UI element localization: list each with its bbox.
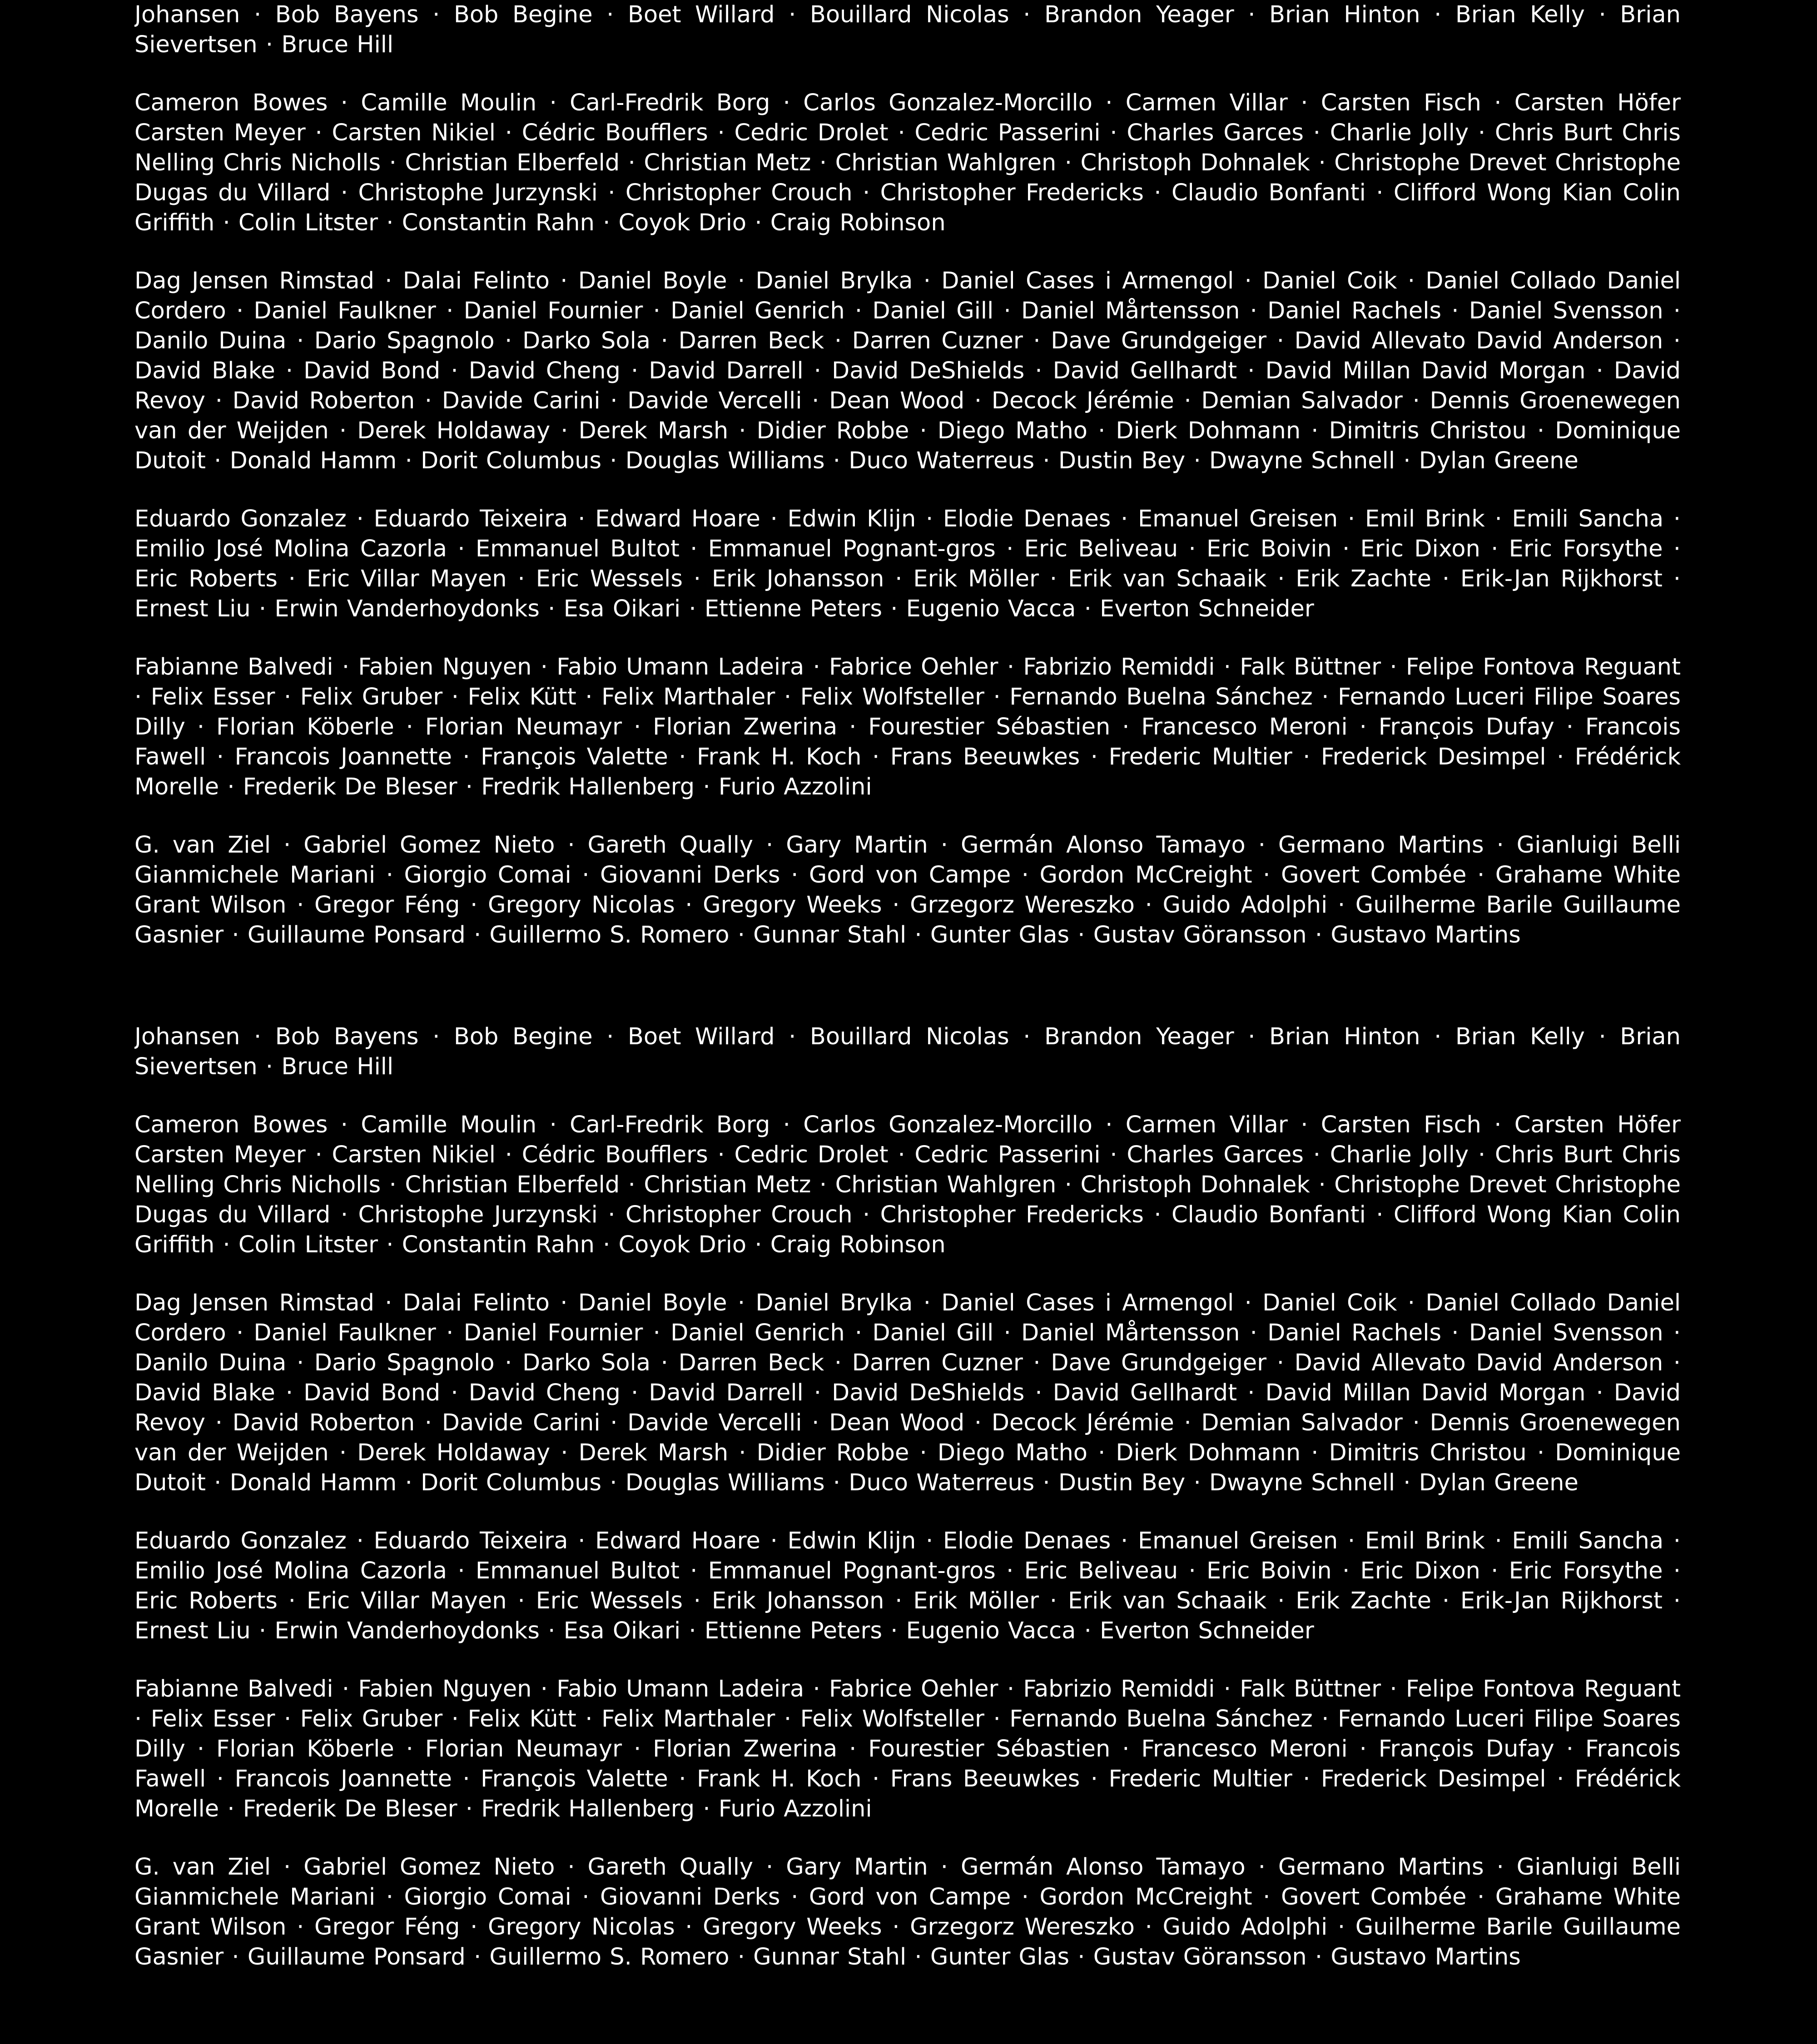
credits-block-top	[134, 0, 1681, 1022]
credits-list	[134, 0, 1681, 2044]
credits-paragraph-b: Johansen · Bob Bayens · Bob Begine · Boet Willard · Bouillard Nicolas · Brandon Yeager · Brian Hinton · Brian Kelly · Brian Sievertsen · Bruce Hill	[134, 1, 1681, 58]
credits-paragraph-b: Johansen · Bob Bayens · Bob Begine · Boet Willard · Bouillard Nicolas · Brandon Yeager · Brian Hinton · Brian Kelly · Brian Sievertsen · Bruce Hill	[134, 1023, 1681, 1080]
credits-paragraph-d: Dag Jensen Rimstad · Dalai Felinto · Daniel Boyle · Daniel Brylka · Daniel Cases i Armengol · Daniel Coik · Daniel Collado Daniel Cordero · Daniel Faulkner · Daniel Fournier · Daniel Genrich · Daniel Gill · Daniel Mårtensson · Daniel Rachels · Daniel Svensson · Danilo Duina · Dario Spagnolo · Darko Sola · Darren Beck · Darren Cuzner · Dave Grundgeiger · David Allevato David Anderson · David Blake · David Bond · David Cheng · David Darrell · David DeShields · David Gellhardt · David Millan David Morgan · David Revoy · David Roberton · Davide Carini · Davide Vercelli · Dean Wood · Decock Jérémie · Demian Salvador · Dennis Groenewegen van der Weijden · Derek Holdaway · Derek Marsh · Didier Robbe · Diego Matho · Dierk Dohmann · Dimitris Christou · Dominique Dutoit · Donald Hamm · Dorit Columbus · Douglas Williams · Duco Waterreus · Dustin Bey · Dwayne Schnell · Dylan Greene	[134, 1290, 1681, 1496]
credits-paragraph-c: Cameron Bowes · Camille Moulin · Carl-Fredrik Borg · Carlos Gonzalez-Morcillo · Carmen Villar · Carsten Fisch · Carsten Höfer Carsten Meyer · Carsten Nikiel · Cédric Boufflers · Cedric Drolet · Cedric Passerini · Charles Garces · Charlie Jolly · Chris Burt Chris Nelling Chris Nicholls · Christian Elberfeld · Christian Metz · Christian Wahlgren · Christoph Dohnalek · Christophe Drevet Christophe Dugas du Villard · Christophe Jurzynski · Christopher Crouch · Christopher Fredericks · Claudio Bonfanti · Clifford Wong Kian Colin Griffith · Colin Litster · Constantin Rahn · Coyok Drio · Craig Robinson	[134, 1111, 1681, 1258]
credits-paragraph-g: G. van Ziel · Gabriel Gomez Nieto · Gareth Qually · Gary Martin · Germán Alonso Tamayo · Germano Martins · Gianluigi Belli Gianmichele Mariani · Giorgio Comai · Giovanni Derks · Gord von Campe · Gordon McCreight · Govert Combée · Grahame White Grant Wilson · Gregor Féng · Gregory Nicolas · Gregory Weeks · Grzegorz Wereszko · Guido Adolphi · Guilherme Barile Guillaume Gasnier · Guillaume Ponsard · Guillermo S. Romero · Gunnar Stahl · Gunter Glas · Gustav Göransson · Gustavo Martins	[134, 1854, 1681, 1970]
credits-paragraph-e: Eduardo Gonzalez · Eduardo Teixeira · Edward Hoare · Edwin Klijn · Elodie Denaes · Emanuel Greisen · Emil Brink · Emili Sancha · Emilio José Molina Cazorla · Emmanuel Bultot · Emmanuel Pognant-gros · Eric Beliveau · Eric Boivin · Eric Dixon · Eric Forsythe · Eric Roberts · Eric Villar Mayen · Eric Wessels · Erik Johansson · Erik Möller · Erik van Schaaik · Erik Zachte · Erik-Jan Rijkhorst · Ernest Liu · Erwin Vanderhoydonks · Esa Oikari · Ettienne Peters · Eugenio Vacca · Everton Schneider	[134, 1528, 1681, 1644]
credits-block-bottom	[134, 1022, 1681, 2044]
credits-paragraph-f: Fabianne Balvedi · Fabien Nguyen · Fabio Umann Ladeira · Fabrice Oehler · Fabrizio Remiddi · Falk Büttner · Felipe Fontova Reguant · Felix Esser · Felix Gruber · Felix Kütt · Felix Marthaler · Felix Wolfsteller · Fernando Buelna Sánchez · Fernando Luceri Filipe Soares Dilly · Florian Köberle · Florian Neumayr · Florian Zwerina · Fourestier Sébastien · Francesco Meroni · François Dufay · Francois Fawell · Francois Joannette · François Valette · Frank H. Koch · Frans Beeuwkes · Frederic Multier · Frederick Desimpel · Frédérick Morelle · Frederik De Bleser · Fredrik Hallenberg · Furio Azzolini	[134, 654, 1681, 800]
credits-paragraph-d: Dag Jensen Rimstad · Dalai Felinto · Daniel Boyle · Daniel Brylka · Daniel Cases i Armengol · Daniel Coik · Daniel Collado Daniel Cordero · Daniel Faulkner · Daniel Fournier · Daniel Genrich · Daniel Gill · Daniel Mårtensson · Daniel Rachels · Daniel Svensson · Danilo Duina · Dario Spagnolo · Darko Sola · Darren Beck · Darren Cuzner · Dave Grundgeiger · David Allevato David Anderson · David Blake · David Bond · David Cheng · David Darrell · David DeShields · David Gellhardt · David Millan David Morgan · David Revoy · David Roberton · Davide Carini · Davide Vercelli · Dean Wood · Decock Jérémie · Demian Salvador · Dennis Groenewegen van der Weijden · Derek Holdaway · Derek Marsh · Didier Robbe · Diego Matho · Dierk Dohmann · Dimitris Christou · Dominique Dutoit · Donald Hamm · Dorit Columbus · Douglas Williams · Duco Waterreus · Dustin Bey · Dwayne Schnell · Dylan Greene	[134, 268, 1681, 474]
credits-paragraph-g: G. van Ziel · Gabriel Gomez Nieto · Gareth Qually · Gary Martin · Germán Alonso Tamayo · Germano Martins · Gianluigi Belli Gianmichele Mariani · Giorgio Comai · Giovanni Derks · Gord von Campe · Gordon McCreight · Govert Combée · Grahame White Grant Wilson · Gregor Féng · Gregory Nicolas · Gregory Weeks · Grzegorz Wereszko · Guido Adolphi · Guilherme Barile Guillaume Gasnier · Guillaume Ponsard · Guillermo S. Romero · Gunnar Stahl · Gunter Glas · Gustav Göransson · Gustavo Martins	[134, 832, 1681, 948]
credits-paragraph-c: Cameron Bowes · Camille Moulin · Carl-Fredrik Borg · Carlos Gonzalez-Morcillo · Carmen Villar · Carsten Fisch · Carsten Höfer Carsten Meyer · Carsten Nikiel · Cédric Boufflers · Cedric Drolet · Cedric Passerini · Charles Garces · Charlie Jolly · Chris Burt Chris Nelling Chris Nicholls · Christian Elberfeld · Christian Metz · Christian Wahlgren · Christoph Dohnalek · Christophe Drevet Christophe Dugas du Villard · Christophe Jurzynski · Christopher Crouch · Christopher Fredericks · Claudio Bonfanti · Clifford Wong Kian Colin Griffith · Colin Litster · Constantin Rahn · Coyok Drio · Craig Robinson	[134, 89, 1681, 236]
credits-paragraph-e: Eduardo Gonzalez · Eduardo Teixeira · Edward Hoare · Edwin Klijn · Elodie Denaes · Emanuel Greisen · Emil Brink · Emili Sancha · Emilio José Molina Cazorla · Emmanuel Bultot · Emmanuel Pognant-gros · Eric Beliveau · Eric Boivin · Eric Dixon · Eric Forsythe · Eric Roberts · Eric Villar Mayen · Eric Wessels · Erik Johansson · Erik Möller · Erik van Schaaik · Erik Zachte · Erik-Jan Rijkhorst · Ernest Liu · Erwin Vanderhoydonks · Esa Oikari · Ettienne Peters · Eugenio Vacca · Everton Schneider	[134, 506, 1681, 622]
credits-paragraph-f: Fabianne Balvedi · Fabien Nguyen · Fabio Umann Ladeira · Fabrice Oehler · Fabrizio Remiddi · Falk Büttner · Felipe Fontova Reguant · Felix Esser · Felix Gruber · Felix Kütt · Felix Marthaler · Felix Wolfsteller · Fernando Buelna Sánchez · Fernando Luceri Filipe Soares Dilly · Florian Köberle · Florian Neumayr · Florian Zwerina · Fourestier Sébastien · Francesco Meroni · François Dufay · Francois Fawell · Francois Joannette · François Valette · Frank H. Koch · Frans Beeuwkes · Frederic Multier · Frederick Desimpel · Frédérick Morelle · Frederik De Bleser · Fredrik Hallenberg · Furio Azzolini	[134, 1676, 1681, 1822]
